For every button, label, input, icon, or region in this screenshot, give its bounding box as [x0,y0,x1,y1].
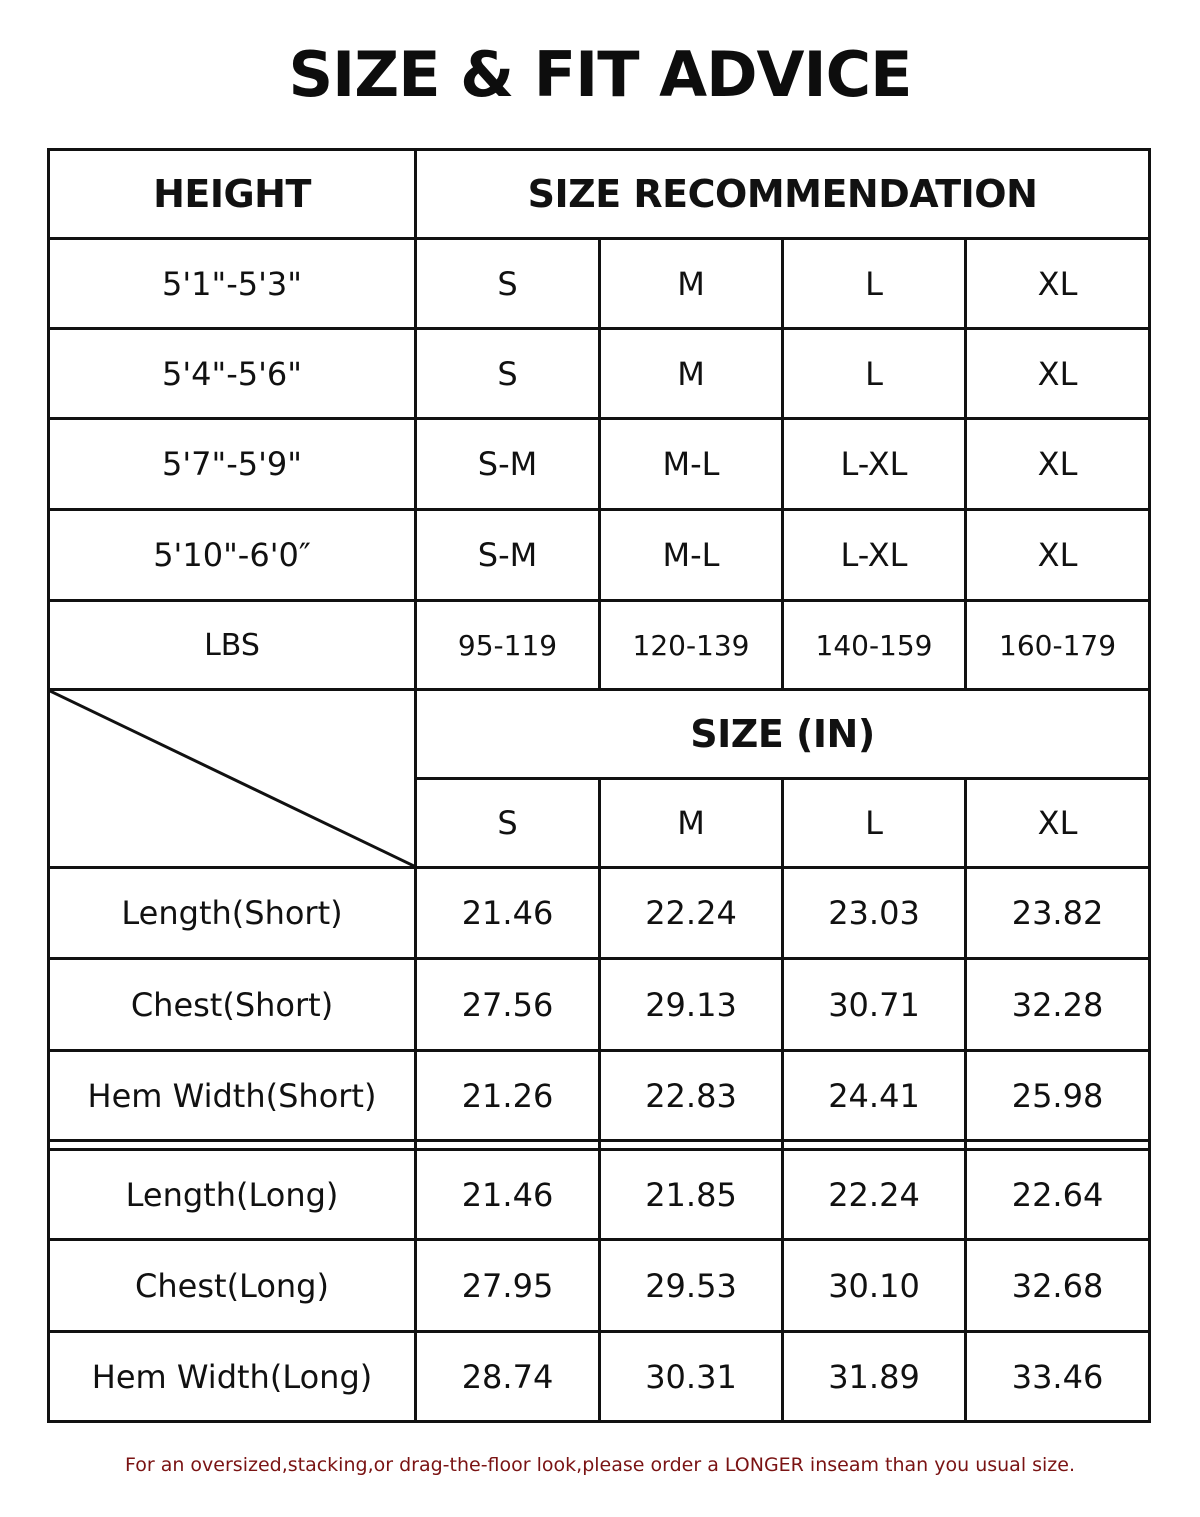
recommendation-header-row [49,150,1150,239]
page-title: SIZE & FIT ADVICE [288,38,912,111]
measurement-value: 22.83 [600,1051,783,1141]
size-cell: XL [966,510,1150,601]
measurement-value: 30.10 [783,1240,966,1332]
size-column-header: L [783,779,966,868]
size-recommendation-header: SIZE RECOMMENDATION [416,150,1150,239]
measurement-value: 30.71 [783,959,966,1051]
measurement-value: 31.89 [783,1332,966,1422]
size-cell: L-XL [783,419,966,510]
measurement-value: 22.64 [966,1150,1150,1240]
measurement-value: 33.46 [966,1332,1150,1422]
weight-range-cell: 120-139 [600,601,783,690]
height-range-cell: 5'1"-5'3" [49,239,416,329]
size-cell: S-M [416,419,600,510]
measurement-value: 29.13 [600,959,783,1051]
footnote: For an oversized,stacking,or drag-the-floor look,please order a LONGER inseam than you usual size. [124,1454,1076,1476]
size-cell: S-M [416,510,600,601]
weight-range-cell: 160-179 [966,601,1150,690]
size-cell: M-L [600,510,783,601]
size-cell: L-XL [783,510,966,601]
size-cell: M [600,329,783,419]
divider-cell [416,1141,600,1150]
measurement-value: 32.68 [966,1240,1150,1332]
size-column-header: S [416,779,600,868]
table-row [49,1240,1150,1332]
size-in-header: SIZE (IN) [416,690,1150,779]
measurement-value: 23.82 [966,868,1150,959]
height-header: HEIGHT [49,150,416,239]
measurement-value: 23.03 [783,868,966,959]
size-cell: M [600,239,783,329]
section-divider [49,1141,1150,1150]
size-column-header: M [600,779,783,868]
size-cell: L [783,329,966,419]
table-row [49,239,1150,329]
measurement-value: 25.98 [966,1051,1150,1141]
measurement-value: 28.74 [416,1332,600,1422]
measurement-label: Length(Long) [49,1150,416,1240]
height-range-cell: 5'7"-5'9" [49,419,416,510]
measurement-value: 21.26 [416,1051,600,1141]
measurement-value: 24.41 [783,1051,966,1141]
diagonal-line [50,691,414,866]
divider-cell [49,1141,416,1150]
lbs-label: LBS [49,601,416,690]
weight-range-cell: 140-159 [783,601,966,690]
measurement-value: 21.46 [416,868,600,959]
table-row [49,329,1150,419]
weight-row [49,601,1150,690]
measurement-label: Chest(Long) [49,1240,416,1332]
divider-cell [600,1141,783,1150]
size-chart-table [47,148,1151,1423]
measurement-label: Hem Width(Long) [49,1332,416,1422]
measurement-label: Chest(Short) [49,959,416,1051]
measurement-label: Hem Width(Short) [49,1051,416,1141]
measurement-label: Length(Short) [49,868,416,959]
measurement-value: 27.56 [416,959,600,1051]
table-row [49,959,1150,1051]
size-column-header: XL [966,779,1150,868]
measurement-value: 27.95 [416,1240,600,1332]
measurement-value: 22.24 [783,1150,966,1240]
weight-range-cell: 95-119 [416,601,600,690]
measurement-value: 21.46 [416,1150,600,1240]
size-cell: XL [966,329,1150,419]
table-row [49,1332,1150,1422]
size-cell: XL [966,419,1150,510]
measurement-value: 29.53 [600,1240,783,1332]
size-cell: XL [966,239,1150,329]
table-row [49,868,1150,959]
measurement-header-row [49,690,1150,779]
divider-cell [966,1141,1150,1150]
size-cell: S [416,329,600,419]
measurement-value: 32.28 [966,959,1150,1051]
size-cell: M-L [600,419,783,510]
table-row [49,419,1150,510]
measurement-value: 21.85 [600,1150,783,1240]
divider-cell [783,1141,966,1150]
table-row [49,510,1150,601]
measurement-value: 30.31 [600,1332,783,1422]
size-cell: S [416,239,600,329]
size-cell: L [783,239,966,329]
table-row [49,1051,1150,1141]
table-row [49,1150,1150,1240]
height-range-cell: 5'10"-6'0″ [49,510,416,601]
measurement-value: 22.24 [600,868,783,959]
diagonal-corner-cell [49,690,416,868]
height-range-cell: 5'4"-5'6" [49,329,416,419]
